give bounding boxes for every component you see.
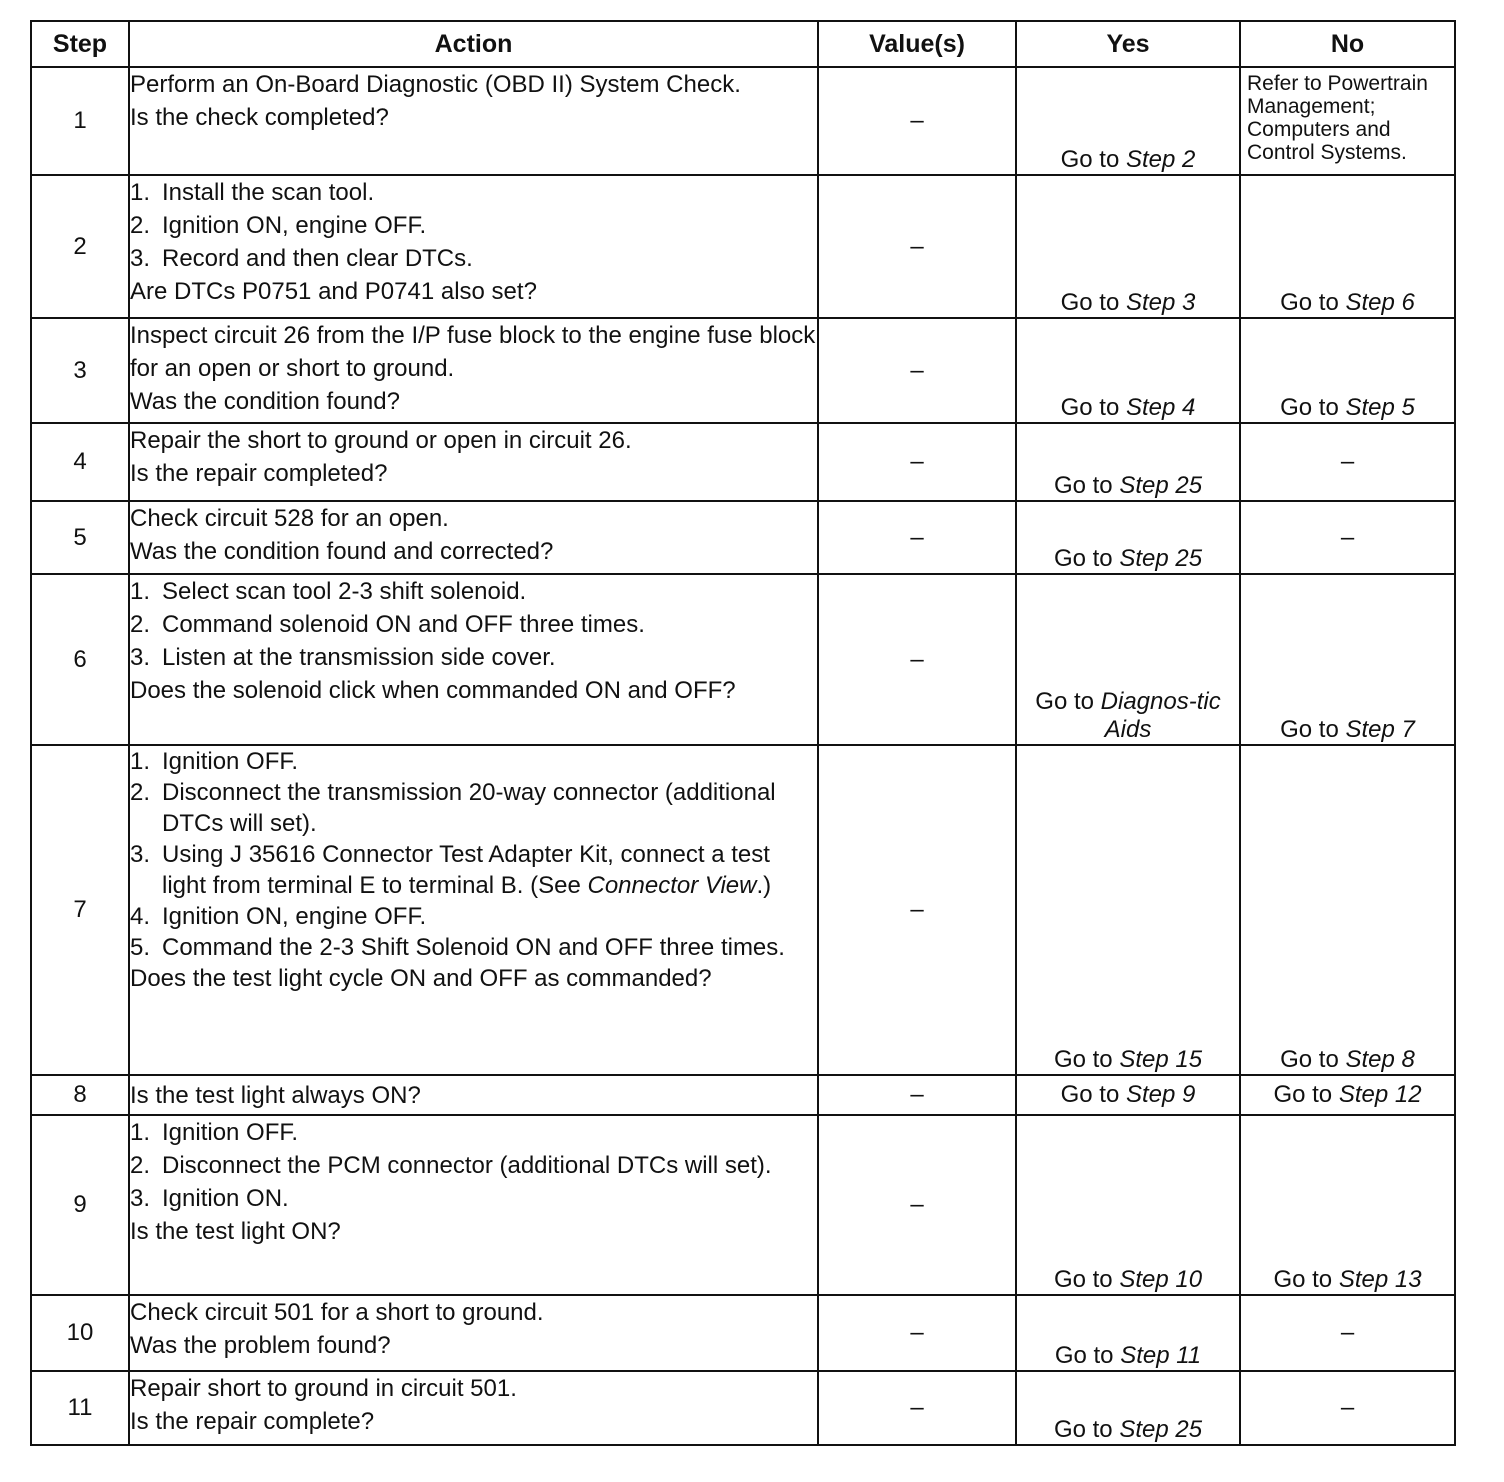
action-cell xyxy=(129,1371,818,1445)
table-row xyxy=(31,1295,1455,1371)
action-cell xyxy=(129,501,818,574)
action-text: Repair the short to ground or open in circuit 26. xyxy=(130,427,632,454)
action-step-item: 4. Ignition ON, engine OFF. xyxy=(130,903,427,930)
value-cell: – xyxy=(818,318,1016,423)
action-cell xyxy=(129,574,818,745)
step-number: 1 xyxy=(31,67,129,175)
no-cell: Go to Step 12 xyxy=(1240,1075,1455,1115)
table-row xyxy=(31,501,1455,574)
action-step-item: 3. Listen at the transmission side cover. xyxy=(130,644,556,671)
value-cell: – xyxy=(818,67,1016,175)
yes-step-ref: Step 15 xyxy=(1119,1046,1203,1073)
value-cell: – xyxy=(818,745,1016,1075)
no-cell: – xyxy=(1240,423,1455,501)
no-cell: Go to Step 7 xyxy=(1240,574,1455,745)
step-number: 10 xyxy=(31,1295,129,1371)
action-text: Check circuit 528 for an open. xyxy=(130,505,449,532)
action-question: Is the repair complete? xyxy=(130,1408,375,1435)
diagnostic-table xyxy=(30,20,1456,1446)
step-number: 4 xyxy=(31,423,129,501)
action-cell xyxy=(129,318,818,423)
no-cell: – xyxy=(1240,1371,1455,1445)
no-step-ref: Step 5 xyxy=(1345,394,1415,421)
table-row xyxy=(31,1115,1455,1295)
step-number: 5 xyxy=(31,501,129,574)
action-step-item: 2. Disconnect the transmission 20-way connector (additional DTCs will set). xyxy=(130,779,776,837)
yes-step-ref: Step 25 xyxy=(1119,472,1203,499)
action-step-item: 3. Using J 35616 Connector Test Adapter Kit, connect a test light from terminal E to terminal B. (See Connector View.) xyxy=(130,841,772,899)
header-row xyxy=(31,21,1455,67)
header-values: Value(s) xyxy=(818,21,1016,67)
action-cell xyxy=(129,175,818,318)
value-cell: – xyxy=(818,423,1016,501)
action-cell xyxy=(129,1075,818,1115)
no-cell: Refer to Powertrain Management; Computers and Control Systems. xyxy=(1240,67,1455,175)
no-cell: Go to Step 5 xyxy=(1240,318,1455,423)
action-step-item: 1. Ignition OFF. xyxy=(130,1119,299,1146)
yes-cell: Go to Step 25 xyxy=(1016,1371,1240,1445)
yes-cell: Go to Step 3 xyxy=(1016,175,1240,318)
action-text: Repair short to ground in circuit 501. xyxy=(130,1375,517,1402)
yes-cell: Go to Step 4 xyxy=(1016,318,1240,423)
no-cell: Go to Step 6 xyxy=(1240,175,1455,318)
yes-cell: Go to Diagnos-tic Aids xyxy=(1016,574,1240,745)
table-row xyxy=(31,574,1455,745)
yes-step-ref: Step 4 xyxy=(1125,394,1196,421)
value-cell: – xyxy=(818,1295,1016,1371)
action-cell xyxy=(129,745,818,1075)
yes-step-ref: Step 2 xyxy=(1125,146,1196,173)
action-cell xyxy=(129,423,818,501)
header-no: No xyxy=(1240,21,1455,67)
table-row xyxy=(31,1371,1455,1445)
action-text: Perform an On-Board Diagnostic (OBD II) System Check. xyxy=(130,71,741,98)
yes-cell: Go to Step 11 xyxy=(1016,1295,1240,1371)
yes-cell xyxy=(1016,67,1240,175)
connector-view-ref: Connector View xyxy=(587,872,757,899)
table-row xyxy=(31,175,1455,318)
value-cell: – xyxy=(818,1115,1016,1295)
value-cell: – xyxy=(818,1075,1016,1115)
action-cell xyxy=(129,1115,818,1295)
yes-step-ref: Step 3 xyxy=(1125,289,1196,316)
action-text: Inspect circuit 26 from the I/P fuse block to the engine fuse block for an open or short to ground. xyxy=(130,322,816,382)
no-step-ref: Step 8 xyxy=(1345,1046,1415,1073)
yes-step-ref: Step 9 xyxy=(1125,1081,1196,1108)
yes-cell: Go to Step 15 xyxy=(1016,745,1240,1075)
action-step-item: 1. Ignition OFF. xyxy=(130,748,299,775)
action-question: Was the condition found and corrected? xyxy=(130,538,554,565)
no-step-ref: Step 6 xyxy=(1345,289,1415,316)
step-number: 9 xyxy=(31,1115,129,1295)
no-step-ref: Step 7 xyxy=(1345,716,1415,743)
action-question: Is the check completed? xyxy=(130,104,389,131)
action-step-item: 2. Command solenoid ON and OFF three times. xyxy=(130,611,645,638)
action-question: Is the repair completed? xyxy=(130,460,388,487)
action-step-item: 1. Install the scan tool. xyxy=(130,179,375,206)
action-step-item: 1. Select scan tool 2-3 shift solenoid. xyxy=(130,578,527,605)
value-cell: – xyxy=(818,501,1016,574)
value-cell: – xyxy=(818,574,1016,745)
action-question: Is the test light always ON? xyxy=(130,1081,421,1109)
value-cell: – xyxy=(818,175,1016,318)
step-number: 8 xyxy=(31,1075,129,1115)
no-cell: – xyxy=(1240,1295,1455,1371)
action-step-item: 5. Command the 2-3 Shift Solenoid ON and OFF three times. xyxy=(130,934,785,961)
step-number: 2 xyxy=(31,175,129,318)
table-row xyxy=(31,423,1455,501)
yes-prefix: Go to xyxy=(1060,146,1126,173)
step-number: 11 xyxy=(31,1371,129,1445)
yes-cell: Go to Step 25 xyxy=(1016,423,1240,501)
action-question: Is the test light ON? xyxy=(130,1218,341,1245)
action-question: Was the condition found? xyxy=(130,388,400,415)
yes-cell: Go to Step 25 xyxy=(1016,501,1240,574)
header-action: Action xyxy=(129,21,818,67)
yes-step-ref: Diagnos-tic Aids xyxy=(1100,688,1221,743)
table-row xyxy=(31,67,1455,175)
action-question: Does the test light cycle ON and OFF as commanded? xyxy=(130,965,712,992)
action-question: Are DTCs P0751 and P0741 also set? xyxy=(130,278,537,305)
step-number: 3 xyxy=(31,318,129,423)
table-row xyxy=(31,745,1455,1075)
table-row xyxy=(31,318,1455,423)
action-question: Does the solenoid click when commanded ON and OFF? xyxy=(130,677,736,704)
action-question: Was the problem found? xyxy=(130,1332,391,1359)
action-cell xyxy=(129,67,818,175)
action-text: Check circuit 501 for a short to ground. xyxy=(130,1299,544,1326)
action-step-item: 3. Ignition ON. xyxy=(130,1185,289,1212)
table-row xyxy=(31,1075,1455,1115)
step-number: 6 xyxy=(31,574,129,745)
action-step-item: 2. Ignition ON, engine OFF. xyxy=(130,212,427,239)
no-cell: – xyxy=(1240,501,1455,574)
value-cell: – xyxy=(818,1371,1016,1445)
header-yes: Yes xyxy=(1016,21,1240,67)
action-step-item: 2. Disconnect the PCM connector (additional DTCs will set). xyxy=(130,1152,772,1179)
no-step-ref: Step 12 xyxy=(1338,1081,1422,1108)
yes-step-ref: Step 10 xyxy=(1119,1266,1203,1293)
action-step-item: 3. Record and then clear DTCs. xyxy=(130,245,473,272)
yes-cell: Go to Step 9 xyxy=(1016,1075,1240,1115)
header-step: Step xyxy=(31,21,129,67)
yes-step-ref: Step 25 xyxy=(1119,545,1203,572)
no-cell: Go to Step 13 xyxy=(1240,1115,1455,1295)
action-cell xyxy=(129,1295,818,1371)
step-number: 7 xyxy=(31,745,129,1075)
yes-step-ref: Step 25 xyxy=(1119,1416,1203,1443)
no-cell: Go to Step 8 xyxy=(1240,745,1455,1075)
yes-cell: Go to Step 10 xyxy=(1016,1115,1240,1295)
no-step-ref: Step 13 xyxy=(1338,1266,1422,1293)
yes-step-ref: Step 11 xyxy=(1120,1342,1202,1369)
